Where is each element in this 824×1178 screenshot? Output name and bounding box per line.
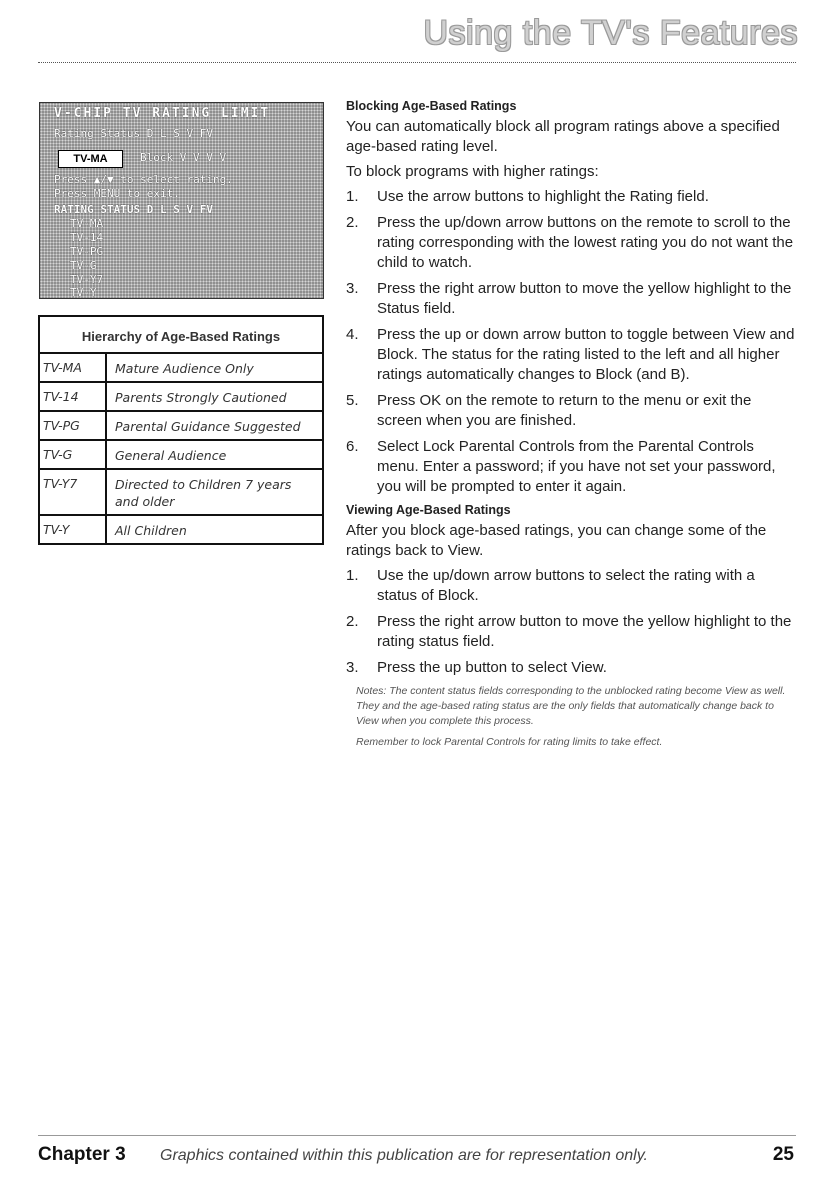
hierarchy-title: Hierarchy of Age-Based Ratings [39, 316, 323, 353]
blocking-lead: To block programs with higher ratings: [346, 163, 599, 180]
rating-code: TV-G [39, 440, 106, 469]
list-item [346, 391, 796, 431]
instructions-column [346, 99, 796, 756]
tv-screen-field-labels: Rating Status D L S V FV [54, 127, 213, 140]
tv-screen-selected-status: Block V V V V [140, 151, 227, 164]
tv-screen-row: TV-PG [70, 245, 104, 258]
note-text: Notes: The content status fields corresponding to the unblocked rating become View as well. They and the age-based rating status are the only fields that automatically change back to View when you complete this process. [356, 685, 786, 727]
table-row [39, 440, 323, 469]
blocking-intro: You can automatically block all program ratings above a specified age-based rating level. [346, 118, 780, 155]
rating-description: General Audience [106, 440, 323, 469]
viewing-intro: After you block age-based ratings, you can change some of the ratings back to View. [346, 522, 767, 559]
tv-screen-row: TV-Y [70, 286, 97, 299]
rating-description: Directed to Children 7 years and older [106, 469, 323, 515]
viewing-heading: Viewing Age-Based Ratings [346, 503, 511, 517]
tv-screen-row: TV-G [70, 259, 97, 272]
tv-screen-column-headers: RATING STATUS D L S V FV [54, 203, 213, 216]
step-text: Press the up/down arrow buttons on the remote to scroll to the rating corresponding with the lowest rating you do not want the child to watch. [377, 214, 794, 271]
list-item [346, 658, 796, 678]
viewing-steps [346, 566, 796, 678]
tv-screen-row: TV-14 [70, 231, 104, 244]
step-text: Press the right arrow button to move the yellow highlight to the Status field. [377, 280, 792, 317]
rating-description: Parental Guidance Suggested [106, 411, 323, 440]
rating-code: TV-Y [39, 515, 106, 544]
rating-description: All Children [106, 515, 323, 544]
blocking-steps [346, 187, 796, 497]
step-text: Press the right arrow button to move the yellow highlight to the rating status field. [377, 613, 792, 650]
tv-rating-limit-screen [39, 102, 324, 299]
tv-screen-row: TV-Y7 [70, 273, 104, 286]
list-item [346, 566, 796, 606]
blocking-heading: Blocking Age-Based Ratings [346, 99, 517, 113]
page-number: 25 [772, 1144, 794, 1165]
list-item [346, 325, 796, 385]
step-text: Press the up or down arrow button to toggle between View and Block. The status for the rating listed to the left and all higher ratings automatically changes to Block (and B). [377, 326, 795, 383]
step-text: Press the up button to select View. [377, 659, 607, 676]
list-item [346, 612, 796, 652]
step-number: 5. [346, 392, 359, 409]
rating-description: Mature Audience Only [106, 353, 323, 382]
list-item [346, 187, 796, 207]
list-item [346, 279, 796, 319]
table-row [39, 382, 323, 411]
tv-screen-selected-rating: TV-MA [58, 150, 123, 168]
rating-code: TV-MA [39, 353, 106, 382]
step-number: 3. [346, 659, 359, 676]
step-text: Press OK on the remote to return to the menu or exit the screen when you are finished. [377, 392, 752, 429]
rating-code: TV-14 [39, 382, 106, 411]
tv-screen-instruction: Press MENU to exit. [54, 187, 180, 200]
table-row [39, 469, 323, 515]
step-number: 1. [346, 567, 359, 584]
step-number: 4. [346, 326, 359, 343]
table-row [39, 411, 323, 440]
footer-disclaimer: Graphics contained within this publication are for representation only. [160, 1147, 648, 1164]
step-text: Use the up/down arrow buttons to select the rating with a status of Block. [377, 567, 755, 604]
step-number: 2. [346, 613, 359, 630]
table-row [39, 515, 323, 544]
chapter-label: Chapter 3 [38, 1144, 126, 1165]
page-title: Using the TV's Features [423, 14, 798, 52]
footer-divider [38, 1135, 796, 1136]
step-text: Select Lock Parental Controls from the Parental Controls menu. Enter a password; if you have not set your password, you will be prompted to enter it again. [377, 438, 776, 495]
hierarchy-title-row [39, 316, 323, 353]
list-item [346, 213, 796, 273]
reminder-text: Remember to lock Parental Controls for rating limits to take effect. [356, 736, 663, 748]
step-number: 2. [346, 214, 359, 231]
step-number: 3. [346, 280, 359, 297]
list-item [346, 437, 796, 497]
header-divider [38, 62, 796, 63]
tv-screen-instruction: Press ▲/▼ to select rating. [54, 173, 233, 186]
rating-description: Parents Strongly Cautioned [106, 382, 323, 411]
table-row [39, 353, 323, 382]
rating-code: TV-Y7 [39, 469, 106, 515]
tv-screen-row: TV-MA [70, 217, 104, 230]
hierarchy-table [38, 315, 324, 545]
step-number: 1. [346, 188, 359, 205]
step-text: Use the arrow buttons to highlight the Rating field. [377, 188, 709, 205]
tv-screen-heading: V-CHIP TV RATING LIMIT [54, 106, 271, 121]
step-number: 6. [346, 438, 359, 455]
rating-code: TV-PG [39, 411, 106, 440]
